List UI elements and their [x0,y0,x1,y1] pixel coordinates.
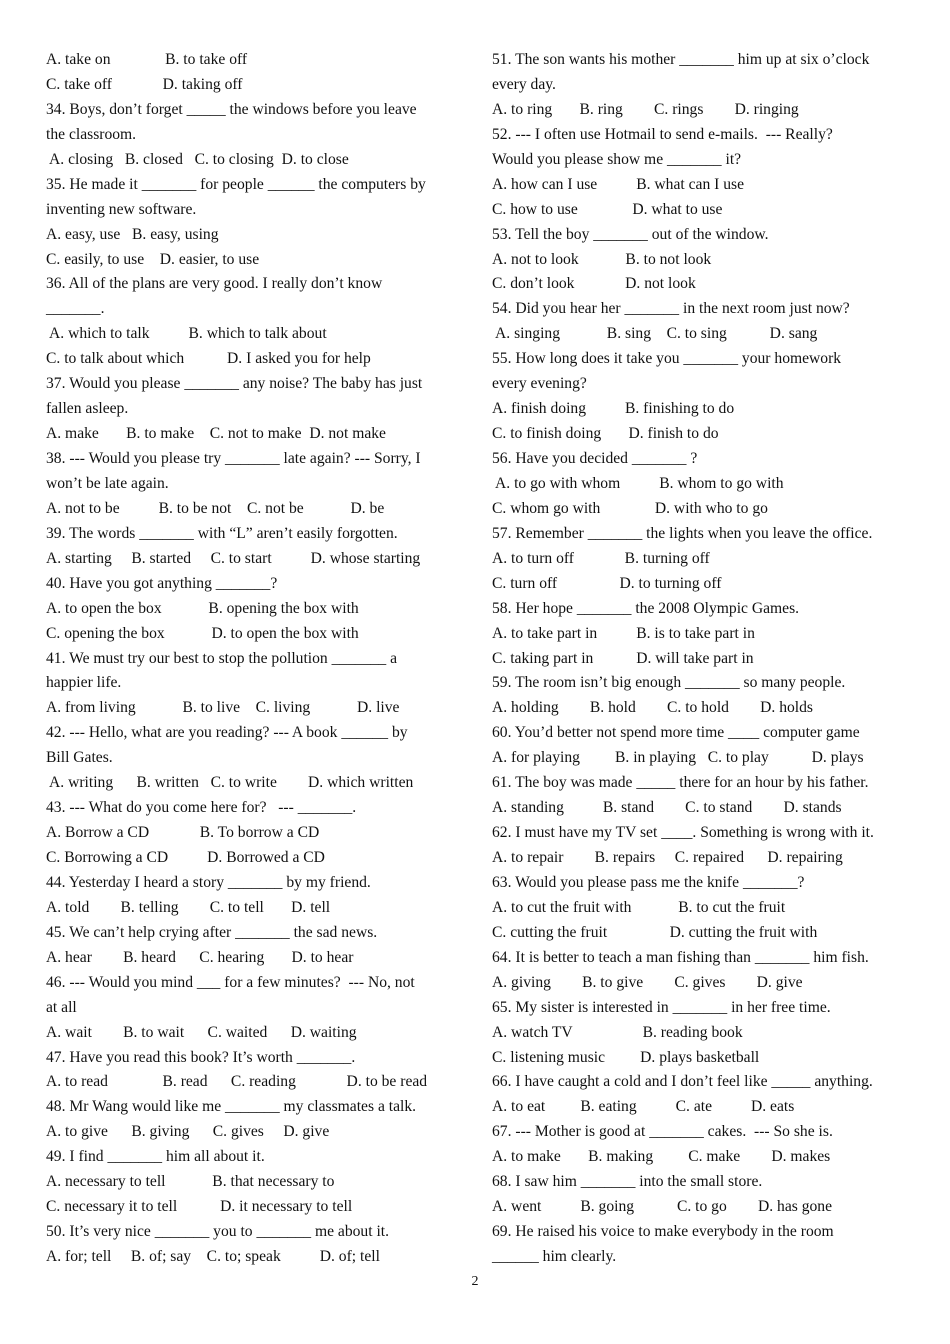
text-line: 37. Would you please _______ any noise? The baby has just [46,375,423,393]
text-line: C. necessary it to tell D. it necessary to tell [46,1198,353,1216]
text-line: 59. The room isn’t big enough _______ so many people. [492,674,846,692]
text-line: 36. All of the plans are very good. I really don’t know [46,275,383,293]
text-line: 61. The boy was made _____ there for an hour by his father. [492,774,869,792]
text-line: C. easily, to use D. easier, to use [46,250,260,268]
text-line: 66. I have caught a cold and I don’t feel like _____ anything. [492,1073,873,1091]
text-line: A. to cut the fruit with B. to cut the fruit [492,898,786,916]
text-line: 45. We can’t help crying after _______ the sad news. [46,923,378,941]
text-line: 39. The words _______ with “L” aren’t easily forgotten. [46,524,398,542]
text-line: 38. --- Would you please try _______ late again? --- Sorry, I [46,450,421,467]
text-line: A. for; tell B. of; say C. to; speak D. of; tell [46,1248,380,1265]
text-line: A. to take part in B. is to take part in [492,624,755,642]
text-line: A. hear B. heard C. hearing D. to hear [46,948,354,966]
text-line: A. to repair B. repairs C. repaired D. repairing [492,849,843,866]
text-line: A. starting B. started C. to start D. whose starting [46,549,421,567]
text-line: C. take off D. taking off [46,75,243,93]
text-line: A. to ring B. ring C. rings D. ringing [492,100,799,118]
text-line: C. whom go with D. with who to go [492,499,768,517]
text-line: fallen asleep. [46,400,129,418]
text-line: 60. You’d better not spend more time ____ computer game [492,724,860,742]
text-line: C. don’t look D. not look [492,275,696,293]
text-line: A. holding B. hold C. to hold D. holds [492,699,813,717]
text-line: A. went B. going C. to go D. has gone [492,1198,833,1216]
text-line: C. to finish doing D. finish to do [492,425,719,443]
text-line: A. necessary to tell B. that necessary to [46,1173,335,1191]
text-line: 68. I saw him _______ into the small store. [492,1173,763,1191]
text-line: A. to make B. making C. make D. makes [492,1148,831,1166]
text-line: 62. I must have my TV set ____. Something is wrong with it. [492,824,874,842]
text-line: 53. Tell the boy _______ out of the window. [492,225,769,243]
text-line: A. closing B. closed C. to closing D. to close [46,150,349,168]
text-line: every day. [492,75,556,93]
text-line: inventing new software. [46,200,197,218]
text-line: 49. I find _______ him all about it. [46,1148,265,1166]
right-column [492,48,912,1270]
text-line: A. take on B. to take off [46,51,248,68]
text-line: ______ him clearly. [492,1248,617,1265]
text-line: A. to turn off B. turning off [492,549,710,567]
text-line: 40. Have you got anything _______? [46,574,278,592]
text-line: 69. He raised his voice to make everybody in the room [492,1223,834,1241]
text-line: 47. Have you read this book? It’s worth _______. [46,1048,356,1066]
text-line: A. to give B. giving C. gives D. give [46,1123,330,1141]
text-line: every evening? [492,375,587,393]
text-line: A. to go with whom B. whom to go with [492,474,784,492]
text-line: A. singing B. sing C. to sing D. sang [492,325,818,343]
text-line: at all [46,998,77,1016]
text-line: 56. Have you decided _______ ? [492,450,698,467]
text-line: A. giving B. to give C. gives D. give [492,973,803,991]
text-line: A. to read B. read C. reading D. to be read [46,1073,428,1091]
text-line: 63. Would you please pass me the knife _______? [492,873,805,891]
text-line: 43. --- What do you come here for? --- _______. [46,799,357,817]
text-line: 58. Her hope _______ the 2008 Olympic Games. [492,599,800,617]
text-line: C. Borrowing a CD D. Borrowed a CD [46,849,325,866]
text-line: 51. The son wants his mother _______ him up at six o’clock [492,51,870,68]
text-line: 52. --- I often use Hotmail to send e-mails. --- Really? [492,125,833,143]
text-line: A. to eat B. eating C. ate D. eats [492,1098,795,1116]
text-line: C. how to use D. what to use [492,200,723,218]
left-column [46,48,466,1270]
text-line: the classroom. [46,125,137,143]
text-line: 42. --- Hello, what are you reading? --- A book ______ by [46,724,408,742]
text-line: 46. --- Would you mind ___ for a few minutes? --- No, not [46,973,415,991]
text-line: A. not to look B. to not look [492,250,712,268]
text-line: happier life. [46,674,122,692]
text-line: 48. Mr Wang would like me _______ my classmates a talk. [46,1098,417,1116]
text-line: A. writing B. written C. to write D. which written [46,774,414,792]
text-line: Bill Gates. [46,749,113,767]
text-line: A. wait B. to wait C. waited D. waiting [46,1023,357,1041]
text-line: A. not to be B. to be not C. not be D. be [46,499,385,517]
text-line: A. how can I use B. what can I use [492,175,745,193]
text-line: A. Borrow a CD B. To borrow a CD [46,824,320,842]
text-line: C. turn off D. to turning off [492,574,722,592]
text-line: 57. Remember _______ the lights when you leave the office. [492,524,873,542]
text-line: Would you please show me _______ it? [492,150,742,168]
text-line: A. finish doing B. finishing to do [492,400,735,418]
text-line: C. taking part in D. will take part in [492,649,754,667]
text-line: A. which to talk B. which to talk about [46,325,327,343]
text-line: won’t be late again. [46,474,169,492]
text-line: A. for playing B. in playing C. to play D. plays [492,749,864,767]
text-line: 41. We must try our best to stop the pollution _______ a [46,649,398,667]
text-line: A. easy, use B. easy, using [46,225,219,243]
text-line: _______. [46,300,105,318]
text-line: C. cutting the fruit D. cutting the fruit with [492,923,818,941]
text-line: 64. It is better to teach a man fishing than _______ him fish. [492,948,869,966]
text-line: A. make B. to make C. not to make D. not make [46,425,386,443]
text-line: A. told B. telling C. to tell D. tell [46,898,331,916]
text-line: A. to open the box B. opening the box with [46,599,359,617]
text-line: A. standing B. stand C. to stand D. stands [492,799,842,817]
text-line: 55. How long does it take you _______ your homework [492,350,842,368]
page-number: 2 [471,1274,479,1289]
text-line: 35. He made it _______ for people ______ the computers by [46,175,426,193]
text-line: C. opening the box D. to open the box with [46,624,359,642]
text-line: 65. My sister is interested in _______ in her free time. [492,998,831,1016]
text-line: C. to talk about which D. I asked you for help [46,350,371,368]
text-line: 50. It’s very nice _______ you to _______ me about it. [46,1223,390,1241]
text-line: A. watch TV B. reading book [492,1023,743,1041]
text-line: 67. --- Mother is good at _______ cakes. --- So she is. [492,1123,833,1141]
text-line: C. listening music D. plays basketball [492,1048,760,1066]
text-line: A. from living B. to live C. living D. live [46,699,400,717]
text-line: 34. Boys, don’t forget _____ the windows before you leave [46,100,417,118]
text-line: 54. Did you hear her _______ in the next room just now? [492,300,850,318]
text-line: 44. Yesterday I heard a story _______ by my friend. [46,873,371,891]
